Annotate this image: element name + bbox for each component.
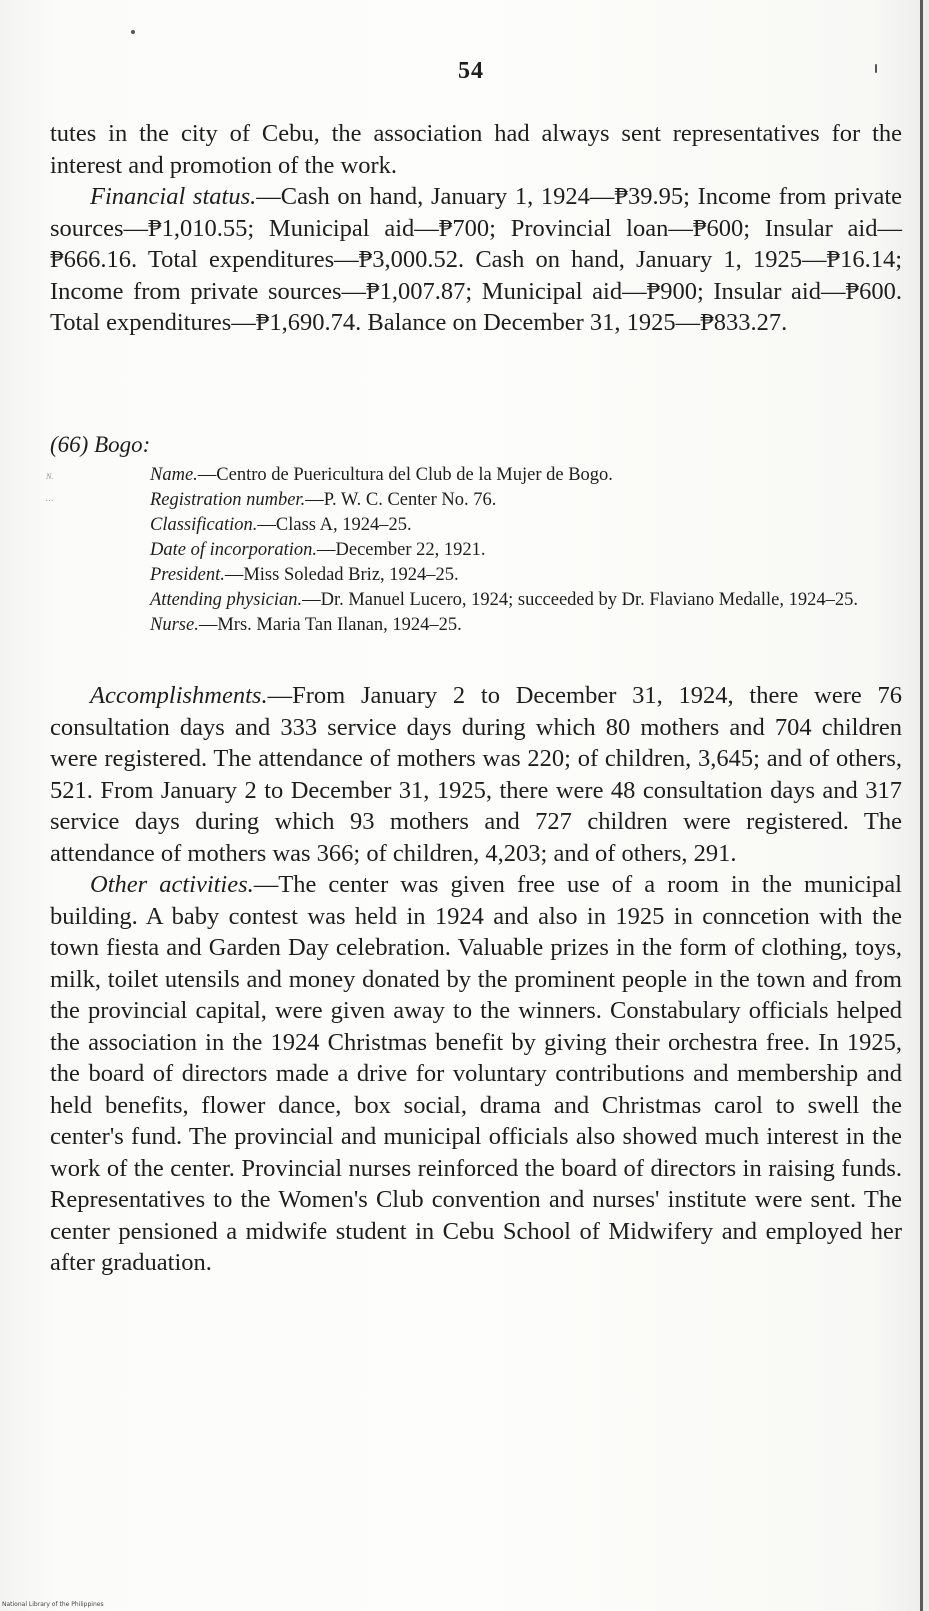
page-number: 54 [458,58,484,84]
financial-status-lead: Financial status. [90,183,257,210]
detail-name: Name.—Centro de Puericultura del Club de la Mujer de Bogo. [150,465,613,485]
margin-note: … [46,494,54,503]
financial-status-text: —Cash on hand, January 1, 1924—₱39.95; Income from private sources—₱1,010.55; Municipal aid—₱700; Provincial loan—₱600; Insular aid—₱666.16. Total expenditures—₱3,000.52. Cash on hand, January 1, 1925—₱16.14; Income from private sources—₱1,007.87; Municipal aid—₱900; Insular aid—₱600. Total expenditures—₱1,690.74. Balance on December 31, 1925—₱833.27. [50,183,902,336]
scan-speck [131,30,135,34]
page-edge-shadow [920,0,923,1611]
other-activities-text: —The center was given free use of a room in the municipal building. A baby contest was held in 1924 and also in 1925 in conncetion with the town fiesta and Garden Day celebration. Valuable prizes in the form of clothing, toys, milk, toilet utensils and money donated by the prominent people in the town and from the provincial capital, were given away to the winners. Constabulary officials helped the association in the 1924 Christmas benefit by giving their orchestra free. In 1925, the board of directors made a drive for voluntary contributions and membership and held benefits, flower dance, box social, drama and Christmas carol to swell the center's fund. The provincial and municipal officials also showed much interest in the work of the center. Provincial nurses reinforced the board of directors in raising funds. Representatives to the Women's Club convention and nurses' institute were sent. The center pensioned a midwife student in Cebu School of Midwifery and employed her after graduation. [50,871,902,1276]
detail-registration-number: Registration number.—P. W. C. Center No. 76. [150,490,497,510]
footer-credit: National Library of the Philippines [2,1601,104,1608]
center-details-list [150,463,890,638]
section-heading: (66) Bogo: [50,432,151,457]
other-activities-lead: Other activities. [90,871,254,898]
detail-classification: Classification.—Class A, 1924–25. [150,515,412,535]
accomplishments-text: —From January 2 to December 31, 1924, there were 76 consultation days and 333 service days during which 80 mothers and 704 children were registered. The attendance of mothers was 220; of children, 3,645; and of others, 521. From January 2 to December 31, 1925, there were 48 consultation days and 317 service days during which 93 mothers and 727 children were registered. The attendance of mothers was 366; of children, 4,203; and of others, 291. [50,682,902,867]
scan-speck [875,64,877,73]
detail-attending-physician: Attending physician.—Dr. Manuel Lucero, 1924; succeeded by Dr. Flaviano Medalle, 1924–25. [150,590,858,610]
financial-status-paragraph [50,181,902,339]
accomplishments-paragraph [50,680,902,869]
text-block-bottom [50,680,902,1279]
detail-nurse: Nurse.—Mrs. Maria Tan Ilanan, 1924–25. [150,615,462,635]
other-activities-paragraph [50,869,902,1279]
intro-paragraph: tutes in the city of Cebu, the association had always sent representatives for the interest and promotion of the work. [50,120,902,179]
detail-date-of-incorporation: Date of incorporation.—December 22, 1921. [150,540,486,560]
accomplishments-lead: Accomplishments. [90,682,268,709]
text-block-top [50,118,902,339]
margin-note: N. [46,472,54,481]
detail-president: President.—Miss Soledad Briz, 1924–25. [150,565,459,585]
